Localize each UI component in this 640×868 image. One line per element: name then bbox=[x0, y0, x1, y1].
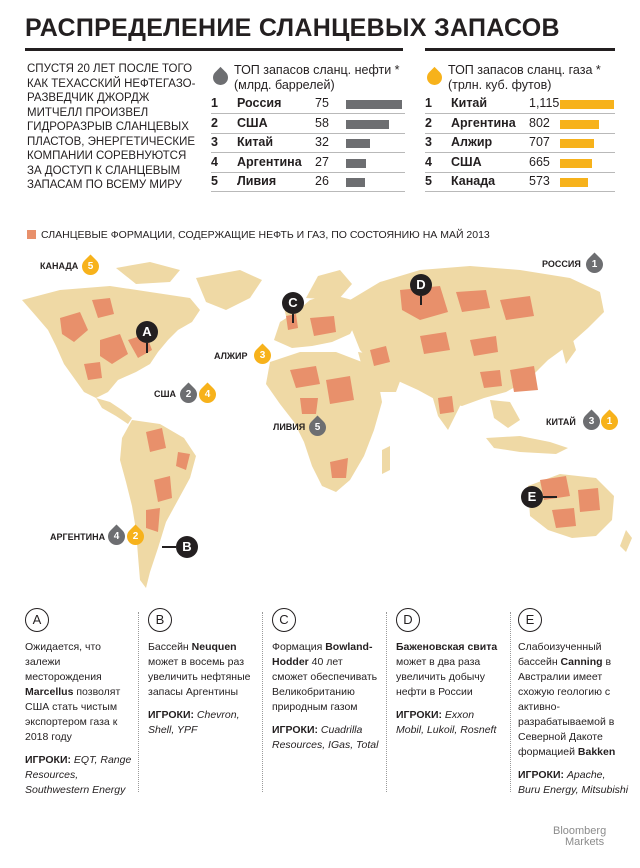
marker-d-arrow bbox=[420, 296, 422, 305]
oil-value: 75 bbox=[315, 96, 329, 110]
title-underline bbox=[25, 48, 403, 51]
oil-country: США bbox=[237, 115, 268, 130]
oil-value: 32 bbox=[315, 135, 329, 149]
russia-oil-badge: 1 bbox=[582, 252, 606, 276]
note-c-letter: C bbox=[272, 608, 296, 632]
map-label-argentina: АРГЕНТИНА bbox=[50, 532, 106, 542]
gas-row bbox=[425, 153, 615, 173]
map-label-china: КИТАЙ bbox=[546, 417, 576, 427]
oil-unit: (млрд. баррелей) bbox=[234, 78, 335, 92]
oil-bar bbox=[346, 159, 366, 168]
argentina-oil-badge: 4 bbox=[104, 524, 128, 548]
oil-value: 58 bbox=[315, 115, 329, 130]
gas-value: 1,115 bbox=[529, 96, 560, 110]
note-c-text: Формация Bowland-Hodder 40 лет сможет обеспечивать Великобританию природным газом bbox=[272, 641, 378, 713]
gas-value: 802 bbox=[529, 115, 550, 130]
oil-bar bbox=[346, 139, 370, 148]
gas-bar bbox=[560, 159, 592, 168]
map-label-usa: США bbox=[154, 389, 177, 399]
libya-oil-badge: 5 bbox=[305, 415, 329, 439]
shale-swatch bbox=[27, 230, 36, 239]
usa-gas-badge: 4 bbox=[195, 382, 219, 406]
oil-rank: 3 bbox=[211, 135, 218, 149]
note-a bbox=[25, 608, 133, 798]
oil-rank: 5 bbox=[211, 174, 218, 188]
argentina-gas-badge: 2 bbox=[123, 524, 147, 548]
oil-row bbox=[211, 153, 405, 173]
indonesia bbox=[486, 436, 568, 454]
algeria-gas-badge: 3 bbox=[250, 343, 274, 367]
note-divider bbox=[386, 612, 388, 792]
marker-c: C bbox=[282, 292, 304, 314]
note-e-players: ИГРОКИ: Apache, Buru Energy, Mitsubishi bbox=[518, 769, 629, 796]
note-b-letter: B bbox=[148, 608, 172, 632]
note-c bbox=[272, 608, 380, 753]
map-label-russia: РОССИЯ bbox=[542, 259, 581, 269]
note-e-text: Слабоизученный бассейн Canning в Австралии имеет схожую геологию с активно-разрабатываемой в Северной Дакоте формацией Bakken bbox=[518, 641, 616, 758]
china-oil-badge: 3 bbox=[579, 409, 603, 433]
oil-row bbox=[211, 133, 405, 153]
gas-value: 707 bbox=[529, 135, 550, 149]
gas-row bbox=[425, 94, 615, 114]
note-e bbox=[518, 608, 630, 798]
note-divider bbox=[510, 612, 512, 792]
marker-a-arrow bbox=[146, 343, 148, 353]
note-b bbox=[148, 608, 256, 738]
oil-value: 26 bbox=[315, 174, 329, 188]
gas-bar bbox=[560, 178, 588, 187]
note-a-text: Ожидается, что залежи месторождения Marcellus позволят США стать чистым экспортером газа к 2018 году bbox=[25, 641, 121, 743]
gas-bar bbox=[560, 100, 614, 109]
marker-d: D bbox=[410, 274, 432, 296]
marker-b: B bbox=[176, 536, 198, 558]
gas-rank: 1 bbox=[425, 96, 432, 110]
source-line-1: Bloomberg bbox=[553, 825, 607, 837]
oil-value: 27 bbox=[315, 154, 329, 169]
oil-country: Китай bbox=[237, 135, 274, 149]
source-line-2: Markets bbox=[565, 836, 605, 848]
note-c-players: ИГРОКИ: Cuadrilla Resources, IGas, Total bbox=[272, 724, 379, 751]
gas-rank: 2 bbox=[425, 115, 432, 130]
note-d bbox=[396, 608, 504, 738]
gas-header-rule bbox=[425, 48, 615, 51]
china-gas-badge: 1 bbox=[597, 409, 621, 433]
note-a-letter: A bbox=[25, 608, 49, 632]
oil-country: Россия bbox=[237, 96, 282, 110]
arctic-islands bbox=[116, 262, 180, 284]
page-title: РАСПРЕДЕЛЕНИЕ СЛАНЦЕВЫХ ЗАПАСОВ bbox=[25, 14, 560, 42]
canada-gas-badge: 5 bbox=[78, 254, 102, 278]
gas-rank: 5 bbox=[425, 174, 432, 188]
gas-table-title bbox=[448, 63, 601, 93]
oil-bar bbox=[346, 120, 389, 129]
gas-value: 573 bbox=[529, 174, 550, 188]
gas-country: Канада bbox=[451, 174, 496, 188]
gas-bar bbox=[560, 120, 599, 129]
intro-text: СПУСТЯ 20 ЛЕТ ПОСЛЕ ТОГО КАК ТЕХАССКИЙ НЕФТЕГАЗО-РАЗВЕДЧИК ДЖОРДЖ МИТЧЕЛЛ ПРОИЗВЕЛ ГИДРОРАЗРЫВ СЛАНЦЕВЫХ ПЛАСТОВ, ЭНЕРГЕТИЧЕСКИЕ КОМПАНИИ СОРЕВНУЮТСЯ ЗА ДОСТУП К СЛАНЦЕВЫМ ЗАПАСАМ ПО ВСЕМУ МИРУ bbox=[27, 63, 196, 191]
map-label-libya: ЛИВИЯ bbox=[273, 422, 306, 432]
gas-country: Алжир bbox=[451, 135, 493, 149]
gas-rank: 4 bbox=[425, 154, 432, 169]
gas-country: Китай bbox=[451, 96, 488, 110]
map-label-canada: КАНАДА bbox=[40, 261, 79, 271]
marker-b-arrow bbox=[162, 546, 176, 548]
gas-title: ТОП запасов сланц. газа * bbox=[448, 63, 601, 77]
greenland bbox=[196, 270, 262, 310]
gas-bar bbox=[560, 139, 594, 148]
gas-row-divider bbox=[425, 191, 615, 192]
oil-country: Аргентина bbox=[237, 154, 302, 169]
usa-oil-badge: 2 bbox=[176, 382, 200, 406]
oil-rank: 4 bbox=[211, 154, 218, 169]
madagascar bbox=[382, 446, 390, 474]
marker-a: A bbox=[136, 321, 158, 343]
oil-country: Ливия bbox=[237, 174, 277, 188]
gas-drop-icon bbox=[424, 67, 445, 88]
note-a-players: ИГРОКИ: EQT, Range Resources, Southwestern Energy bbox=[25, 754, 132, 796]
note-d-text: Баженовская свита может в два раза увеличить добычу нефти в России bbox=[396, 641, 498, 698]
oil-title: ТОП запасов сланц. нефти * bbox=[234, 63, 400, 77]
new-zealand bbox=[620, 530, 632, 552]
note-b-text: Бассейн Neuquen может в восемь раз увеличить нефтяные запасы Аргентины bbox=[148, 641, 251, 698]
oil-bar bbox=[346, 178, 365, 187]
oil-table-title bbox=[234, 63, 400, 93]
oil-bar bbox=[346, 100, 402, 109]
oil-row bbox=[211, 172, 405, 192]
legend-text: СЛАНЦЕВЫЕ ФОРМАЦИИ, СОДЕРЖАЩИЕ НЕФТЬ И ГАЗ, ПО СОСТОЯНИЮ НА МАЙ 2013 bbox=[41, 229, 490, 241]
gas-country: США bbox=[451, 154, 482, 169]
note-d-players: ИГРОКИ: Exxon Mobil, Lukoil, Rosneft bbox=[396, 709, 497, 736]
marker-e: E bbox=[521, 486, 543, 508]
marker-c-arrow bbox=[292, 314, 294, 323]
central-america bbox=[96, 398, 132, 424]
scandinavia bbox=[306, 270, 352, 300]
gas-value: 665 bbox=[529, 154, 550, 169]
note-e-letter: E bbox=[518, 608, 542, 632]
oil-drop-icon bbox=[210, 67, 231, 88]
gas-country: Аргентина bbox=[451, 115, 516, 130]
marker-e-arrow bbox=[543, 496, 557, 498]
oil-rank: 2 bbox=[211, 115, 218, 130]
southeast-asia bbox=[490, 400, 520, 428]
gas-row bbox=[425, 172, 615, 192]
note-d-letter: D bbox=[396, 608, 420, 632]
note-divider bbox=[138, 612, 140, 792]
map-legend bbox=[27, 229, 490, 241]
map-label-algeria: АЛЖИР bbox=[214, 351, 248, 361]
oil-rank: 1 bbox=[211, 96, 218, 110]
oil-row-divider bbox=[211, 191, 405, 192]
gas-rank: 3 bbox=[425, 135, 432, 149]
note-divider bbox=[262, 612, 264, 792]
source-logo bbox=[553, 826, 606, 848]
oil-row bbox=[211, 114, 405, 134]
gas-unit: (трлн. куб. футов) bbox=[448, 78, 552, 92]
gas-row bbox=[425, 114, 615, 134]
oil-row bbox=[211, 94, 405, 114]
note-b-players: ИГРОКИ: Chevron, Shell, YPF bbox=[148, 709, 240, 736]
gas-row bbox=[425, 133, 615, 153]
